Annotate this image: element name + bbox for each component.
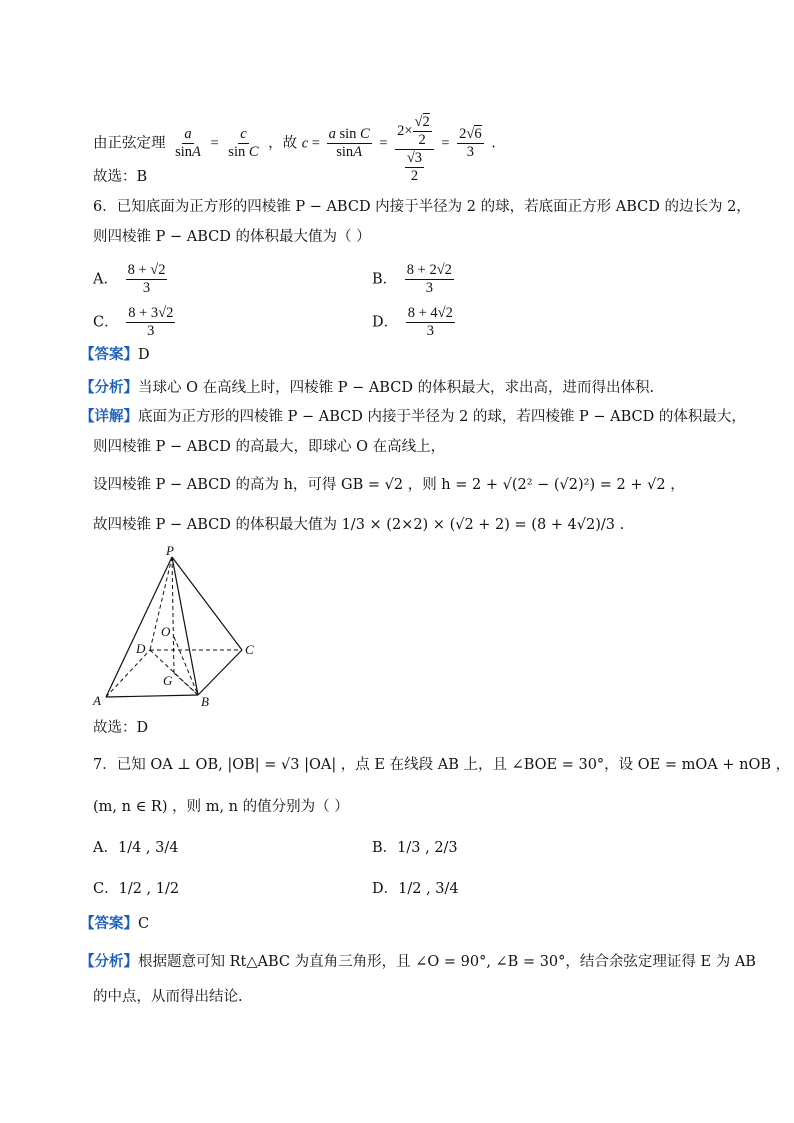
fraction-result: $\frac{2√6}{3}$ (459, 126, 482, 160)
q6-option-a-num: 8 + √2 (127, 262, 166, 278)
q6-option-c-den: 3 (147, 323, 155, 339)
q7-option-a-label: A． (93, 840, 118, 856)
q6-option-c-num: 8 + 3√2 (128, 305, 174, 321)
q6-analysis-tag: 【分析】 (80, 379, 138, 396)
q7-option-c-value: 1/2 , 1/2 (118, 881, 180, 897)
q7-stem-prefix: 7．已知 (93, 757, 146, 773)
fraction-asinC-over-sinA: $\frac{\text{a sin C}}{\sin A}$ (328, 126, 370, 160)
edge-AB (106, 695, 198, 697)
q7-stem-condition: OA ⊥ OB, |OB| = √3 |OA| ，点 E 在线段 AB 上，且 ∠BOE = 30°，设 OE = mOA + nOB ， (150, 757, 791, 773)
label-B: B (201, 694, 209, 709)
q6-option-a-label: A． (93, 271, 118, 288)
q6-detail (80, 407, 746, 427)
q6-detail-line4-prefix: 故四棱锥 P − ABCD 的体积最大值为 (93, 517, 337, 533)
sine-law-prefix: 由正弦定理 (93, 135, 166, 152)
q6-stem-line2: 则四棱锥 P − ABCD 的体积最大值为（ ） (93, 229, 371, 245)
q6-answer (80, 345, 150, 365)
q6-detail-line4 (93, 515, 624, 535)
label-D: D (136, 641, 146, 656)
q6-analysis-text: 当球心 O 在高线上时，四棱锥 P − ABCD 的体积最大，求出高，进而得出体积. (138, 380, 655, 396)
q6-detail-tag: 【详解】 (80, 408, 138, 425)
label-G: G (163, 673, 173, 688)
q6-detail-line2: 则四棱锥 P − ABCD 的高最大，即球心 O 在高线上， (93, 439, 446, 455)
edge-BC (198, 650, 242, 695)
fraction-a-over-sinA: $\frac{a}{\sin A}$ (175, 126, 201, 160)
q6-detail-line1: 底面为正方形的四棱锥 P − ABCD 内接于半径为 2 的球，若四棱锥 P − ABCD 的体积最大， (138, 409, 746, 425)
q7-analysis-line1: 根据题意可知 Rt△ABC 为直角三角形，且 ∠O = 90°, ∠B = 30°，结合余弦定理证得 E 为 AB (138, 954, 756, 970)
q7-option-d-value: 1/2 , 3/4 (398, 881, 459, 897)
fraction-compound: 2× $\frac{√2}{2}$ $\frac{√3}{2}$ (395, 114, 434, 185)
q6-option-d-label: D． (372, 314, 399, 331)
q6-choose: 故选：D (93, 720, 149, 736)
q6-analysis (80, 378, 654, 398)
label-O: O (161, 624, 171, 639)
q6-detail-line4-formula: 1/3 × (2×2) × (√2 + 2) = (8 + 4√2)/3 . (341, 517, 625, 533)
edge-OB (174, 637, 198, 695)
q6-answer-value: D (138, 347, 150, 363)
q7-option-d-label: D． (372, 881, 399, 897)
edge-PG (172, 557, 174, 673)
q6-option-c[interactable] (93, 305, 178, 340)
label-P: P (166, 545, 174, 558)
q6-answer-tag: 【答案】 (80, 346, 138, 363)
q7-option-c-label: C． (93, 881, 119, 897)
q6-option-b-label: B． (372, 271, 398, 288)
sine-law-line: 由正弦定理 $\frac{a}{\sin A}$ = $\frac{c}{\text{sin C}}$ ，故 c = $\frac{\text{a sin C}}{\sin A}$ = 2× $\frac{√2}{2}$ $\frac{√3}{2}$ = $\frac{2√6}{3}$ . (93, 114, 496, 184)
edge-AD (106, 650, 150, 697)
q6-option-c-label: C． (93, 314, 119, 331)
fraction-c-over-sinC: $\frac{c}{\text{sin C}}$ (228, 126, 259, 160)
choice-b-line: 故选：B (93, 169, 148, 185)
label-A: A (93, 693, 101, 708)
edge-PC (172, 557, 242, 650)
pyramid-figure (88, 545, 268, 715)
q6-detail-line3: 设四棱锥 P − ABCD 的高为 h，可得 GB = √2 ，则 h = 2 + √(2² − (√2)²) = 2 + √2 ， (93, 477, 685, 493)
q6-option-d-num: 8 + 4√2 (407, 305, 453, 321)
q6-option-b-num: 8 + 2√2 (406, 262, 452, 278)
q7-stem-line2: (m, n ∈ R) ，则 m, n 的值分别为（ ） (93, 799, 349, 815)
q7-option-d[interactable] (372, 879, 459, 899)
q6-stem-line1: 6．已知底面为正方形的四棱锥 P − ABCD 内接于半径为 2 的球，若底面正方形 ABCD 的边长为 2， (93, 199, 751, 215)
q7-answer-tag: 【答案】 (80, 915, 138, 932)
q7-option-b-value: 1/3 , 2/3 (397, 840, 458, 856)
q7-answer-value: C (138, 916, 150, 932)
q6-option-b[interactable] (372, 262, 457, 297)
q7-analysis-tag: 【分析】 (80, 953, 138, 970)
q6-option-a-den: 3 (142, 280, 151, 296)
q7-option-a-value: 1/4 , 3/4 (117, 840, 179, 856)
sine-law-end: . (491, 135, 496, 152)
label-C: C (245, 642, 254, 657)
sine-law-mid: ，故 (268, 135, 298, 152)
q7-option-b-label: B． (372, 840, 398, 856)
q7-analysis (80, 952, 756, 972)
q6-option-b-den: 3 (425, 280, 433, 296)
q7-option-a[interactable] (93, 838, 178, 858)
q6-option-d-den: 3 (426, 323, 434, 339)
q7-option-b[interactable] (372, 838, 458, 858)
q7-answer (80, 914, 149, 934)
q7-option-c[interactable] (93, 879, 179, 899)
q7-analysis-line2: 的中点，从而得出结论. (93, 989, 243, 1005)
q6-option-d[interactable] (372, 305, 458, 340)
q7-stem-line1 (93, 755, 790, 775)
q6-option-a[interactable] (93, 262, 170, 297)
